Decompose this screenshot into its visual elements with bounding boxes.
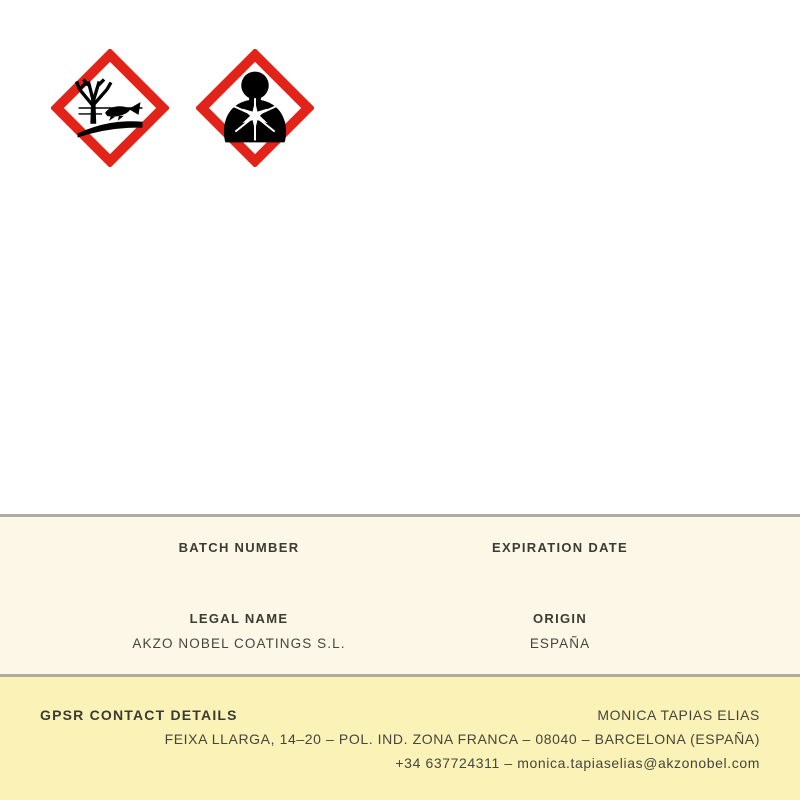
contact-address: FEIXA LLARGA, 14–20 – POL. IND. ZONA FRANCA – 08040 – BARCELONA (ESPAÑA) (164, 731, 760, 747)
batch-number-label: BATCH NUMBER (178, 540, 300, 555)
legal-name-value: AKZO NOBEL COATINGS S.L. (132, 636, 346, 651)
gpsr-contact-title: GPSR CONTACT DETAILS (40, 707, 238, 723)
ghs09-environment-icon (51, 49, 169, 167)
origin-value: ESPAÑA (529, 636, 591, 651)
contact-name: MONICA TAPIAS ELIAS (597, 707, 760, 723)
contact-phone-email: +34 637724311 – monica.tapiaselias@akzonobel.com (395, 755, 760, 771)
ghs08-health-hazard-icon (196, 49, 314, 167)
origin-label: ORIGIN (532, 611, 588, 626)
expiration-date-label: EXPIRATION DATE (491, 540, 629, 555)
product-info-panel (0, 514, 800, 674)
legal-name-label: LEGAL NAME (189, 611, 289, 626)
